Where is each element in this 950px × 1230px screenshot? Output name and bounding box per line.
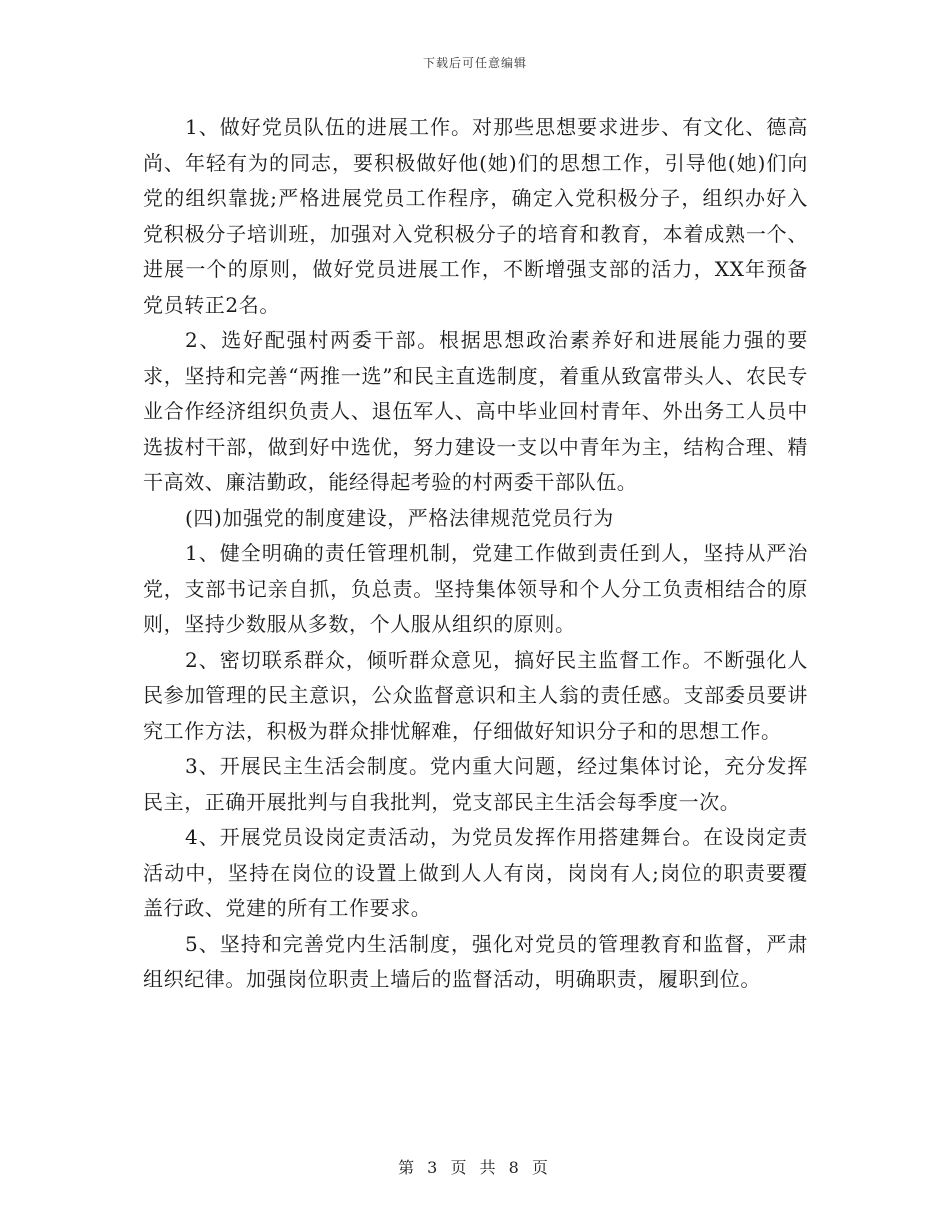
paragraph-village-committee-cadres: 2、选好配强村两委干部。根据思想政治素养好和进展能力强的要求，坚持和完善“两推一选”和民主直选制度，着重从致富带头人、农民专业合作经济组织负责人、退伍军人、高中毕业回村青年、外出务工人员中选拔村干部，做到好中选优，努力建设一支以中青年为主，结构合理、精干高效、廉洁勤政，能经得起考验的村两委干部队伍。 <box>143 328 808 494</box>
page-header: 下载后可任意编辑 <box>422 56 527 70</box>
section-heading-institution-building: (四)加强党的制度建设，严格法律规范党员行为 <box>185 505 614 530</box>
paragraph-responsibility-mechanism: 1、健全明确的责任管理机制，党建工作做到责任到人，坚持从严治党，支部书记亲自抓，负总责。坚持集体领导和个人分工负责相结合的原则，坚持少数服从多数，个人服从组织的原则。 <box>143 541 808 636</box>
paragraph-mass-connection: 2、密切联系群众，倾听群众意见，搞好民主监督工作。不断强化人民参加管理的民主意识，公众监督意识和主人翁的责任感。支部委员要讲究工作方法，积极为群众排忧解难，仔细做好知识分子和的思想工作。 <box>143 647 808 743</box>
page-number: 第 3 页 共 8 页 <box>398 1158 552 1177</box>
paragraph-democratic-life-meeting: 3、开展民主生活会制度。党内重大问题，经过集体讨论，充分发挥民主，正确开展批判与自我批判，党支部民主生活会每季度一次。 <box>143 754 808 814</box>
document-body <box>143 110 808 998</box>
paragraph-inner-party-life: 5、坚持和完善党内生活制度，强化对党员的管理教育和监督，严肃组织纪律。加强岗位职责上墙后的监督活动，明确职责，履职到位。 <box>143 931 808 991</box>
paragraph-post-responsibility: 4、开展党员设岗定责活动，为党员发挥作用搭建舞台。在设岗定责活动中，坚持在岗位的设置上做到人人有岗，岗岗有人;岗位的职责要覆盖行政、党建的所有工作要求。 <box>143 825 808 920</box>
paragraph-party-member-development: 1、做好党员队伍的进展工作。对那些思想要求进步、有文化、德高尚、年轻有为的同志，要积极做好他(她)们的思想工作，引导他(她)们向党的组织靠拢;严格进展党员工作程序，确定入党积极分子，组织办好入党积极分子培训班，加强对入党积极分子的培育和教育，本着成熟一个、进展一个的原则，做好党员进展工作，不断增强支部的活力，XX年预备党员转正2名。 <box>143 115 809 317</box>
